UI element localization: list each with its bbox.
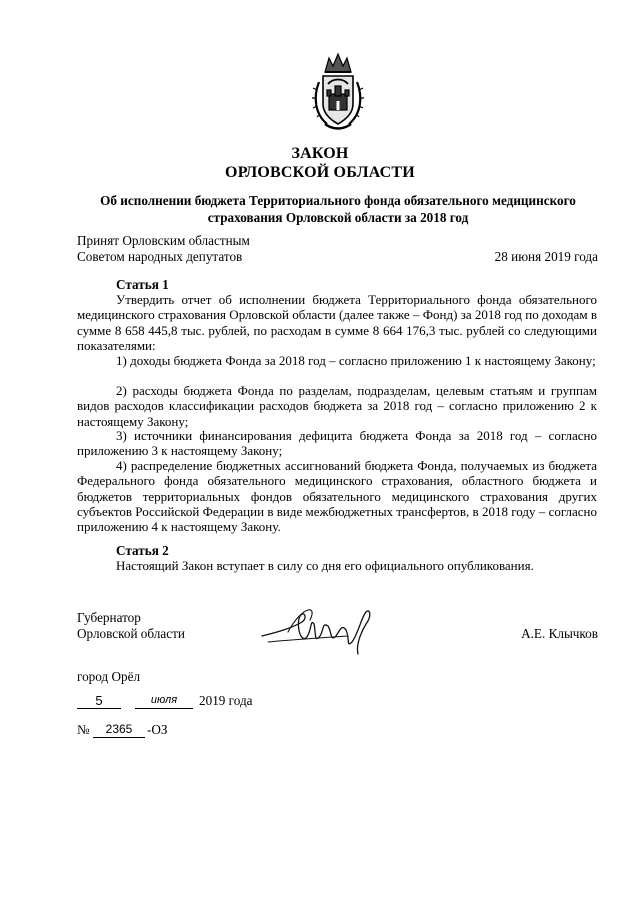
signatory-region: Орловской области [77, 626, 185, 641]
adoption-line: Советом народных депутатов [77, 249, 243, 264]
signatory-name: А.Е. Клычков [521, 626, 598, 641]
law-title: ЗАКОН [291, 145, 349, 162]
law-number-suffix: -ОЗ [147, 722, 168, 737]
signature-image [258, 602, 378, 662]
article-2-heading: Статья 2 [116, 543, 169, 558]
signing-day: 5 [77, 693, 121, 709]
adoption-body [77, 233, 250, 265]
article-1-item: 4) распределение бюджетных ассигнований бюджета Фонда, получаемых из бюджета Федерального фонда обязательного медицинского страхования, областного бюджета и бюджетов территориальных фондов обязательного медицинского страхования других субъектов Российской Федерации в виде межбюджетных трансфертов, в 2018 году – согласно приложению 4 к настоящему Закону. [77, 458, 597, 535]
signing-year: 2019 года [199, 693, 253, 708]
signing-date [77, 693, 377, 711]
number-sign: № [77, 722, 90, 737]
article-1-item: 3) источники финансирования дефицита бюджета Фонда за 2018 год – согласно приложению 3 к настоящему Закону; [77, 428, 597, 459]
signing-month: июля [135, 693, 193, 709]
law-number [77, 722, 377, 740]
place-of-signing: город Орёл [77, 669, 141, 684]
signatory-title: Губернатор [77, 610, 141, 625]
adoption-date: 28 июня 2019 года [494, 249, 598, 264]
adoption-line: Принят Орловским областным [77, 233, 250, 248]
law-number-value: 2365 [93, 722, 145, 738]
law-subject [90, 192, 586, 226]
article-1-item: 2) расходы бюджета Фонда по разделам, подразделам, целевым статьям и группам видов расходов классификации расходов бюджета за 2018 год – согласно приложению 2 к настоящему Закону; [77, 383, 597, 429]
law-subject-line: страхования Орловской области за 2018 год [207, 210, 469, 225]
article-2-text: Настоящий Закон вступает в силу со дня его официального опубликования. [116, 558, 534, 573]
article-1-item: 1) доходы бюджета Фонда за 2018 год – согласно приложению 1 к настоящему Закону; [116, 353, 596, 368]
law-subject-line: Об исполнении бюджета Территориального фонда обязательного медицинского [100, 193, 576, 208]
article-1-paragraph: Утвердить отчет об исполнении бюджета Территориального фонда обязательного медицинского страхования Орловской области (далее также – Фонд) за 2018 год по доходам в сумме 8 658 445,8 тыс. рублей, по расходам в сумме 8 664 176,3 тыс. рублей со следующими показателями: [77, 292, 597, 353]
law-region: ОРЛОВСКОЙ ОБЛАСТИ [225, 164, 415, 181]
coat-of-arms-icon [311, 52, 365, 132]
article-1-heading: Статья 1 [116, 277, 169, 292]
